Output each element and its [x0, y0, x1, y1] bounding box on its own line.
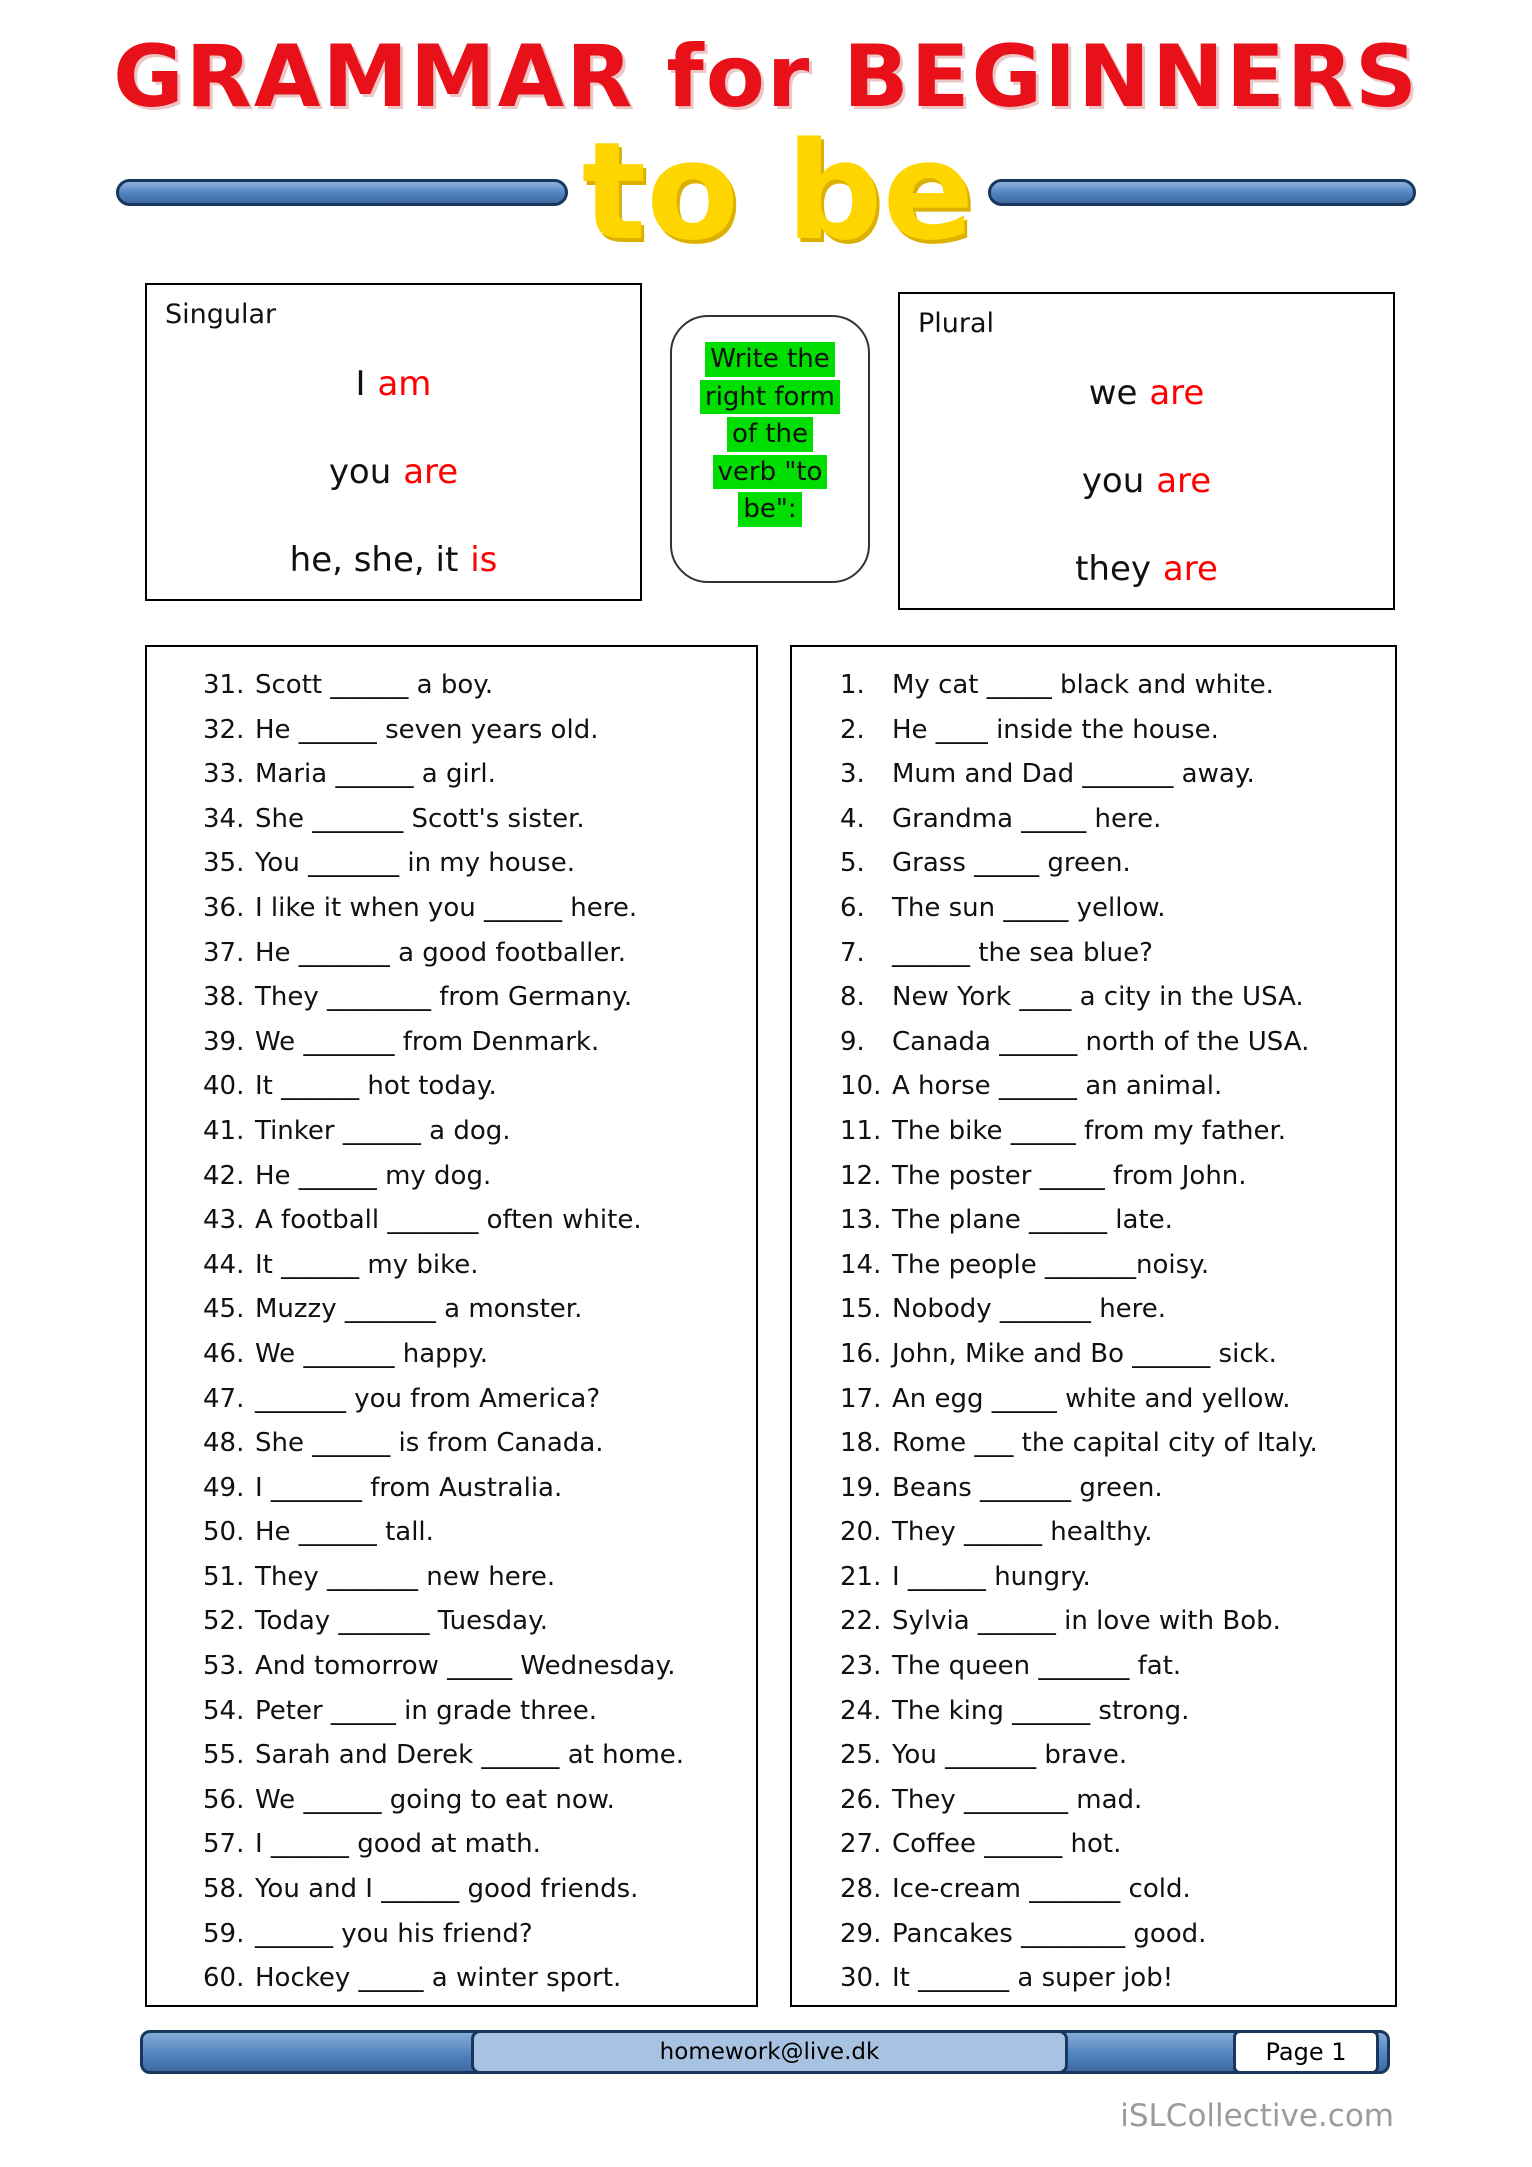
exercise-item [203, 1867, 750, 1912]
exercise-item [203, 1377, 750, 1422]
exercise-number: 24. [840, 1695, 882, 1726]
exercise-text: Grass _____ green. [892, 848, 1131, 879]
exercise-item [840, 1421, 1389, 1466]
exercise-number: 14. [840, 1249, 882, 1280]
exercise-number: 31. [203, 670, 245, 700]
exercise-item [840, 1109, 1389, 1154]
conjugation-row [1082, 461, 1211, 501]
exercise-text: Nobody _______ here. [892, 1294, 1167, 1325]
exercise-text: The plane ______ late. [892, 1205, 1173, 1236]
exercise-number: 10. [840, 1071, 882, 1102]
exercise-number: 7. [840, 937, 865, 968]
exercise-text: A horse ______ an animal. [892, 1071, 1223, 1102]
exercise-text: The people _______noisy. [892, 1249, 1210, 1280]
exercise-text: I ______ good at math. [255, 1829, 541, 1860]
exercise-number: 21. [840, 1561, 882, 1592]
exercise-item [840, 1466, 1389, 1511]
exercise-number: 45. [203, 1294, 245, 1325]
exercise-text: They ________ mad. [892, 1784, 1143, 1815]
exercise-number: 3. [840, 759, 865, 790]
exercise-item [840, 752, 1389, 797]
exercise-text: The queen _______ fat. [892, 1651, 1182, 1682]
exercise-number: 19. [840, 1472, 882, 1503]
exercise-item [840, 1243, 1389, 1288]
exercise-number: 12. [840, 1160, 882, 1191]
exercise-number: 43. [203, 1205, 245, 1236]
pronoun-text: I [355, 364, 366, 404]
reference-row [145, 283, 1395, 610]
exercise-number: 26. [840, 1784, 882, 1815]
exercise-number: 50. [203, 1517, 245, 1548]
exercise-box-right [790, 645, 1397, 2007]
exercise-item [840, 1599, 1389, 1644]
divider-bar-left [116, 179, 568, 206]
exercise-text: It _______ a super job! [892, 1963, 1174, 1994]
exercise-number: 36. [203, 892, 245, 923]
exercise-number: 47. [203, 1383, 245, 1414]
instruction-line-wrap [680, 455, 860, 490]
exercise-text: An egg _____ white and yellow. [892, 1383, 1291, 1414]
exercise-number: 35. [203, 848, 245, 879]
exercise-text: He ____ inside the house. [892, 714, 1219, 745]
exercise-text: He ______ my dog. [255, 1160, 492, 1191]
exercise-number: 34. [203, 803, 245, 834]
exercise-number: 39. [203, 1026, 245, 1057]
exercise-number: 29. [840, 1918, 882, 1949]
page-number-badge: Page 1 [1233, 2030, 1379, 2074]
exercise-item [840, 1956, 1389, 2001]
exercise-item [840, 1912, 1389, 1957]
exercise-text: They _______ new here. [255, 1561, 556, 1592]
exercise-number: 20. [840, 1517, 882, 1548]
exercise-text: It ______ hot today. [255, 1071, 497, 1102]
exercise-number: 37. [203, 937, 245, 968]
exercise-text: ______ you his friend? [255, 1918, 533, 1949]
exercise-number: 41. [203, 1115, 245, 1146]
exercise-number: 30. [840, 1963, 882, 1994]
exercise-item [203, 708, 750, 753]
exercise-item [203, 1599, 750, 1644]
exercise-number: 42. [203, 1160, 245, 1191]
exercise-text: Peter _____ in grade three. [255, 1695, 598, 1726]
exercise-item [840, 886, 1389, 931]
exercise-number: 51. [203, 1561, 245, 1592]
exercise-item [840, 1377, 1389, 1422]
plural-rows [918, 373, 1375, 589]
exercise-item [840, 1867, 1389, 1912]
exercise-text: Coffee ______ hot. [892, 1829, 1122, 1860]
page-title: GRAMMAR for BEGINNERS [113, 27, 1419, 127]
exercise-item [203, 1912, 750, 1957]
instruction-line-wrap [680, 417, 860, 452]
verb-text: am [377, 364, 432, 404]
exercise-item [840, 1644, 1389, 1689]
exercise-text: _______ you from America? [255, 1383, 601, 1414]
exercise-text: Muzzy _______ a monster. [255, 1294, 583, 1325]
conjugation-row [1075, 549, 1218, 589]
exercise-item [203, 1822, 750, 1867]
exercise-text: She ______ is from Canada. [255, 1428, 604, 1459]
exercise-text: It ______ my bike. [255, 1249, 479, 1280]
exercise-text: Canada ______ north of the USA. [892, 1026, 1310, 1057]
exercise-item [203, 1421, 750, 1466]
exercise-text: Pancakes ________ good. [892, 1918, 1207, 1949]
exercise-text: Scott ______ a boy. [255, 670, 494, 700]
exercise-text: New York ____ a city in the USA. [892, 982, 1304, 1013]
exercise-item [203, 886, 750, 931]
exercise-text: Mum and Dad _______ away. [892, 759, 1255, 790]
exercise-text: The poster _____ from John. [892, 1160, 1247, 1191]
exercise-item [203, 752, 750, 797]
exercise-item [203, 931, 750, 976]
exercise-number: 6. [840, 892, 865, 923]
exercise-number: 13. [840, 1205, 882, 1236]
exercise-item [203, 1956, 750, 2001]
exercise-item [840, 1154, 1389, 1199]
exercise-text: Sarah and Derek ______ at home. [255, 1740, 685, 1771]
exercise-item [840, 841, 1389, 886]
verb-text: are [1156, 461, 1212, 501]
exercise-text: The sun _____ yellow. [892, 892, 1166, 923]
instruction-line-wrap [680, 342, 860, 377]
exercise-text: I ______ hungry. [892, 1561, 1091, 1592]
exercise-item [203, 1198, 750, 1243]
exercise-text: He ______ seven years old. [255, 714, 599, 745]
conjugation-row [1089, 373, 1205, 413]
exercise-text: Ice-cream _______ cold. [892, 1874, 1191, 1905]
exercise-text: The bike _____ from my father. [892, 1115, 1287, 1146]
exercise-text: Beans _______ green. [892, 1472, 1163, 1503]
exercise-number: 18. [840, 1428, 882, 1459]
verb-text: are [1149, 373, 1205, 413]
exercise-number: 5. [840, 848, 865, 879]
singular-rows [165, 364, 622, 580]
exercise-item [840, 1689, 1389, 1734]
exercise-item [203, 797, 750, 842]
exercise-item [840, 708, 1389, 753]
exercise-number: 60. [203, 1963, 245, 1994]
exercise-text: And tomorrow _____ Wednesday. [255, 1651, 676, 1682]
exercise-box-left [145, 645, 758, 2007]
exercise-item [840, 1510, 1389, 1555]
exercise-text: A football _______ often white. [255, 1205, 642, 1236]
exercise-number: 17. [840, 1383, 882, 1414]
pronoun-text: we [1088, 373, 1138, 413]
exercise-number: 46. [203, 1338, 245, 1369]
exercise-number: 11. [840, 1115, 882, 1146]
exercise-item [203, 1644, 750, 1689]
exercise-number: 44. [203, 1249, 245, 1280]
exercise-text: They ______ healthy. [892, 1517, 1153, 1548]
exercise-text: Grandma _____ here. [892, 803, 1162, 834]
plural-label: Plural [918, 308, 995, 339]
exercise-number: 54. [203, 1695, 245, 1726]
exercise-text: Hockey _____ a winter sport. [255, 1963, 622, 1994]
exercise-number: 53. [203, 1651, 245, 1682]
exercise-item [203, 1510, 750, 1555]
exercise-text: You _______ in my house. [255, 848, 575, 879]
exercise-item [840, 1332, 1389, 1377]
exercise-number: 4. [840, 803, 865, 834]
exercise-number: 28. [840, 1874, 882, 1905]
exercise-item [840, 1198, 1389, 1243]
exercise-item [840, 1778, 1389, 1823]
exercise-text: He _______ a good footballer. [255, 937, 626, 968]
exercise-text: We _______ from Denmark. [255, 1026, 600, 1057]
exercise-item [203, 1243, 750, 1288]
exercise-text: Today _______ Tuesday. [255, 1606, 549, 1637]
exercise-text: She _______ Scott's sister. [255, 803, 585, 834]
exercise-text: Tinker ______ a dog. [255, 1115, 511, 1146]
exercise-text: John, Mike and Bo ______ sick. [892, 1338, 1277, 1369]
exercise-number: 38. [203, 982, 245, 1013]
instruction-line-wrap [680, 380, 860, 415]
exercise-text: You _______ brave. [892, 1740, 1128, 1771]
exercise-text: We _______ happy. [255, 1338, 489, 1369]
exercise-item [203, 1020, 750, 1065]
exercise-item [203, 975, 750, 1020]
exercise-item [203, 1733, 750, 1778]
verb-text: are [403, 452, 459, 492]
exercise-text: The king ______ strong. [892, 1695, 1190, 1726]
exercise-number: 27. [840, 1829, 882, 1860]
exercise-number: 22. [840, 1606, 882, 1637]
exercise-item [840, 1020, 1389, 1065]
exercise-text: We ______ going to eat now. [255, 1784, 615, 1815]
exercise-item [203, 1555, 750, 1600]
exercise-item [840, 975, 1389, 1020]
exercise-text: Rome ___ the capital city of Italy. [892, 1428, 1318, 1459]
exercise-number: 59. [203, 1918, 245, 1949]
exercise-item [840, 1287, 1389, 1332]
exercise-item [203, 1287, 750, 1332]
footer-email: homework@live.dk [471, 2030, 1068, 2074]
exercise-item [203, 841, 750, 886]
exercise-text: ______ the sea blue? [892, 937, 1153, 968]
exercise-text: I like it when you ______ here. [255, 892, 638, 923]
subtitle-row [0, 113, 1532, 270]
exercise-item [840, 663, 1389, 708]
page-subtitle: to be [581, 113, 975, 270]
exercise-text: I _______ from Australia. [255, 1472, 563, 1503]
pronoun-text: they [1075, 549, 1152, 589]
exercise-item [840, 797, 1389, 842]
exercise-number: 32. [203, 714, 245, 745]
exercise-item [840, 1555, 1389, 1600]
exercise-text: They ________ from Germany. [255, 982, 633, 1013]
exercise-item [840, 1064, 1389, 1109]
conjugation-row [329, 452, 458, 492]
pronoun-text: he, she, it [289, 540, 459, 580]
exercise-section [145, 645, 1397, 2007]
exercise-text: You and I ______ good friends. [255, 1874, 639, 1905]
instruction-line: right form [700, 380, 840, 415]
singular-label: Singular [165, 299, 277, 330]
exercise-number: 56. [203, 1784, 245, 1815]
exercise-item [203, 663, 750, 708]
plural-box [898, 292, 1395, 610]
instruction-line: Write the [705, 342, 835, 377]
exercise-item [203, 1466, 750, 1511]
watermark: iSLCollective.com [1120, 2098, 1394, 2134]
exercise-number: 58. [203, 1874, 245, 1905]
exercise-number: 48. [203, 1428, 245, 1459]
instruction-box [670, 315, 870, 583]
conjugation-row [356, 364, 432, 404]
singular-box [145, 283, 642, 601]
exercise-text: He ______ tall. [255, 1517, 434, 1548]
exercise-item [840, 931, 1389, 976]
exercise-number: 52. [203, 1606, 245, 1637]
instruction-line: be": [738, 492, 801, 527]
exercise-number: 40. [203, 1071, 245, 1102]
footer-bar [140, 2030, 1390, 2074]
exercise-number: 49. [203, 1472, 245, 1503]
exercise-number: 16. [840, 1338, 882, 1369]
verb-text: is [470, 540, 498, 580]
exercise-number: 33. [203, 759, 245, 790]
conjugation-row [290, 540, 498, 580]
verb-text: are [1162, 549, 1218, 589]
exercise-number: 9. [840, 1026, 865, 1057]
exercise-number: 8. [840, 982, 865, 1013]
exercise-number: 55. [203, 1740, 245, 1771]
instruction-line: of the [727, 417, 813, 452]
exercise-number: 57. [203, 1829, 245, 1860]
exercise-text: Sylvia ______ in love with Bob. [892, 1606, 1281, 1637]
exercise-item [203, 1332, 750, 1377]
exercise-number: 1. [840, 670, 865, 700]
exercise-number: 2. [840, 714, 865, 745]
exercise-number: 25. [840, 1740, 882, 1771]
exercise-item [203, 1778, 750, 1823]
exercise-text: Maria ______ a girl. [255, 759, 496, 790]
exercise-item [203, 1109, 750, 1154]
exercise-item [840, 1822, 1389, 1867]
exercise-item [840, 1733, 1389, 1778]
pronoun-text: you [328, 452, 392, 492]
exercise-text: My cat _____ black and white. [892, 670, 1274, 700]
exercise-item [203, 1689, 750, 1734]
pronoun-text: you [1081, 461, 1145, 501]
exercise-item [203, 1154, 750, 1199]
exercise-number: 15. [840, 1294, 882, 1325]
exercise-number: 23. [840, 1651, 882, 1682]
instruction-line: verb "to [713, 455, 828, 490]
divider-bar-right [988, 179, 1416, 206]
instruction-line-wrap [680, 492, 860, 527]
exercise-item [203, 1064, 750, 1109]
